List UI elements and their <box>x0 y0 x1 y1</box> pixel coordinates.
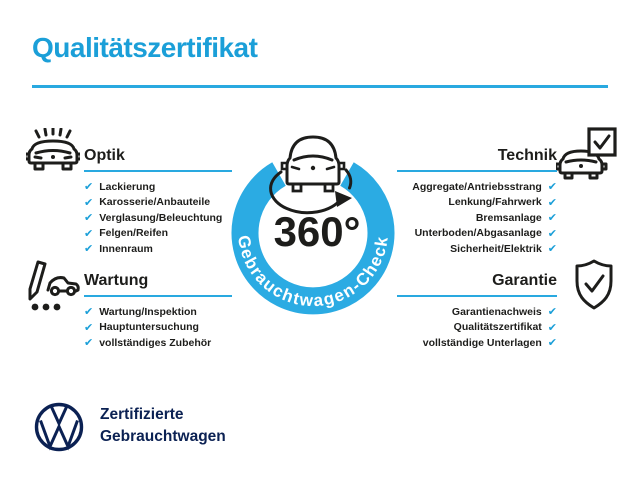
section-optik-divider <box>84 170 232 172</box>
checklist-item <box>84 304 232 320</box>
car-rotation-360-icon <box>271 137 352 213</box>
checklist-item <box>84 241 232 257</box>
section-wartung-divider <box>84 295 232 297</box>
check-icon: ✔ <box>547 305 557 319</box>
section-garantie-divider <box>397 295 557 297</box>
check-icon: ✔ <box>84 195 94 209</box>
checklist-item <box>397 241 557 257</box>
item-label: Felgen/Reifen <box>99 227 169 240</box>
section-wartung-title: Wartung <box>84 272 149 289</box>
ring <box>245 174 381 301</box>
check-icon: ✔ <box>547 180 557 194</box>
ring-label: Gebrauchtwagen-Check <box>233 233 392 311</box>
check-icon: ✔ <box>547 226 557 240</box>
checklist-item <box>397 210 557 226</box>
check-icon: ✔ <box>84 211 94 225</box>
checklist-item <box>397 226 557 242</box>
footer-claim-line1: Zertifizierte <box>100 406 184 423</box>
section-optik <box>84 147 232 257</box>
item-label: Lenkung/Fahrwerk <box>448 196 542 209</box>
checklist-item <box>84 179 232 195</box>
item-label: Qualitätszertifikat <box>453 321 542 334</box>
section-wartung <box>84 272 232 351</box>
section-garantie <box>397 272 557 351</box>
item-label: Sicherheit/Elektrik <box>450 242 542 255</box>
item-label: Aggregate/Antriebsstrang <box>412 180 542 193</box>
pen-car-checklist-icon <box>24 258 82 316</box>
section-technik-title: Technik <box>497 147 557 164</box>
footer-claim <box>100 404 226 448</box>
car-shine-icon <box>26 128 80 178</box>
check-icon: ✔ <box>547 211 557 225</box>
item-label: Wartung/Inspektion <box>99 305 197 318</box>
check-icon: ✔ <box>84 180 94 194</box>
item-label: Lackierung <box>99 180 156 193</box>
checklist-item <box>397 320 557 336</box>
checklist-item <box>84 226 232 242</box>
page-title: Qualitätszertifikat <box>32 32 258 63</box>
check-icon: ✔ <box>547 195 557 209</box>
section-optik-title: Optik <box>84 147 125 164</box>
section-technik-divider <box>397 170 557 172</box>
check-icon: ✔ <box>84 336 94 350</box>
vw-logo <box>33 401 85 453</box>
item-label: Unterboden/Abgasanlage <box>414 227 542 240</box>
checklist-item <box>84 320 232 336</box>
section-technik <box>397 147 557 257</box>
check-icon: ✔ <box>84 226 94 240</box>
item-label: vollständige Unterlagen <box>422 336 542 349</box>
check-icon: ✔ <box>547 320 557 334</box>
car-checkbox-icon <box>556 127 620 181</box>
item-label: Garantienachweis <box>451 305 542 318</box>
check-icon: ✔ <box>547 336 557 350</box>
checklist-item <box>397 304 557 320</box>
checklist-item <box>84 335 232 351</box>
item-label: vollständiges Zubehör <box>99 336 212 349</box>
item-label: Bremsanlage <box>475 211 542 224</box>
item-label: Hauptuntersuchung <box>99 321 199 334</box>
check-icon: ✔ <box>84 320 94 334</box>
check-icon: ✔ <box>84 305 94 319</box>
shield-check-icon <box>572 258 616 312</box>
checklist-item <box>397 335 557 351</box>
checklist-item <box>84 195 232 211</box>
checklist-item <box>397 195 557 211</box>
item-label: Innenraum <box>99 242 153 255</box>
section-garantie-title: Garantie <box>492 272 557 289</box>
item-label: Verglasung/Beleuchtung <box>99 211 223 224</box>
footer-claim-line2: Gebrauchtwagen <box>100 428 226 445</box>
check-icon: ✔ <box>84 242 94 256</box>
degree-label: 360° <box>273 208 361 255</box>
checklist-item <box>397 179 557 195</box>
item-label: Karosserie/Anbauteile <box>99 196 211 209</box>
check-icon: ✔ <box>547 242 557 256</box>
checklist-item <box>84 210 232 226</box>
title-divider <box>32 85 608 88</box>
